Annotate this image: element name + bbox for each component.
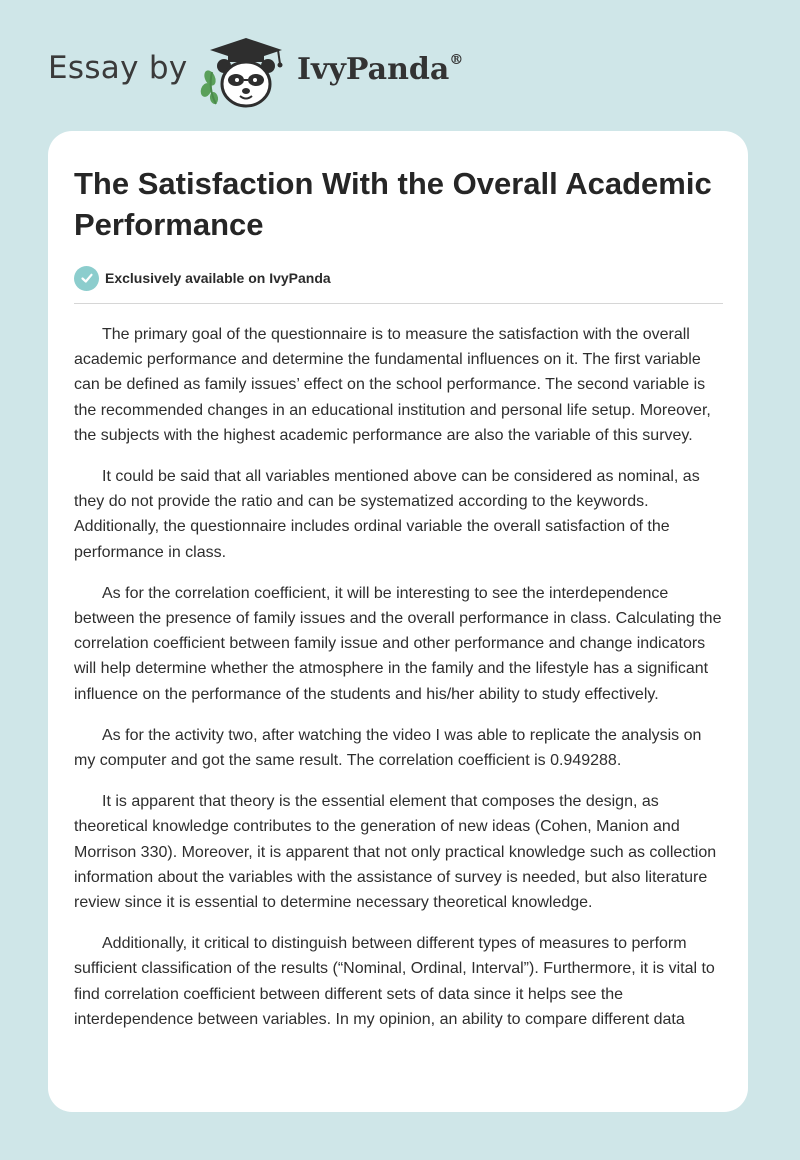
divider xyxy=(74,303,723,304)
essay-card xyxy=(48,131,748,1112)
paragraph: Additionally, it critical to distinguish between different types of measures to perform sufficient classification of the results (“Nominal, Ordinal, Interval”). Furthermore, it is vital to find correlation coefficient between different sets of data since it helps see the interdependence between variables. In my opinion, an ability to compare different data xyxy=(74,935,715,1028)
brand-name[interactable] xyxy=(297,52,463,87)
paragraph: As for the correlation coefficient, it will be interesting to see the interdependence between the presence of family issues and the overall performance in class. Calculating the correlation coefficient between family issue and other performance and change indicators will help determine whether the atmosphere in the family and the lifestyle has a significant influence on the performance of the students and his/her ability to study effectively. xyxy=(74,584,722,703)
paragraph: It is apparent that theory is the essential element that composes the design, as theoretical knowledge contributes to the generation of new ideas (Cohen, Manion and Morrison 330). Moreover, it is apparent that not only practical knowledge such as collection information about the variables with the assistance of survey is needed, but also literature review since it is essential to determine necessary theoretical knowledge. xyxy=(74,793,717,912)
brand-name-text: IvyPanda xyxy=(297,52,450,87)
exclusive-label: Exclusively available on IvyPanda xyxy=(105,270,331,286)
registered-mark: ® xyxy=(449,52,464,68)
essay-by-label: Essay by xyxy=(48,50,188,86)
exclusive-badge xyxy=(74,265,331,291)
paragraph: The primary goal of the questionnaire is to measure the satisfaction with the overall academic performance and determine the fundamental influences on it. The first variable can be defined as family issues’ effect on the school performance. The second variable is the recommended changes in an educational institution and personal life setup. Moreover, the subjects with the highest academic performance are also the variable of this survey. xyxy=(74,326,711,444)
page-title: The Satisfaction With the Overall Academic Performance xyxy=(74,166,712,242)
essay-body xyxy=(74,322,724,1048)
site-header xyxy=(0,0,800,130)
panda-logo-icon[interactable] xyxy=(198,34,294,110)
paragraph: As for the activity two, after watching the video I was able to replicate the analysis on my computer and got the same result. The correlation coefficient is 0.949288. xyxy=(74,726,702,770)
check-icon xyxy=(74,266,99,291)
paragraph: It could be said that all variables mentioned above can be considered as nominal, as they do not provide the ratio and can be systematized according to the keywords. Additionally, the questionnaire includes ordinal variable the overall satisfaction of the performance in class. xyxy=(74,468,700,561)
